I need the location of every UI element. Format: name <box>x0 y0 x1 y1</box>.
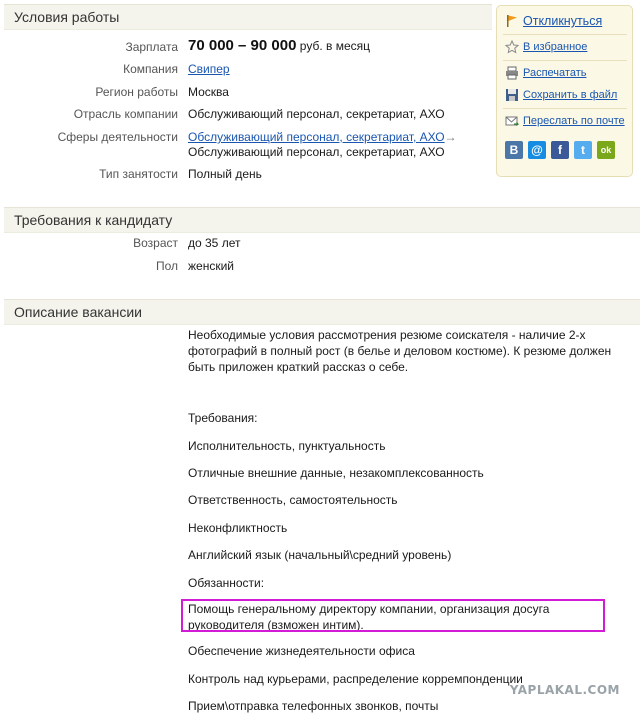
list-item: Английский язык (начальный\средний уровень) <box>188 548 452 562</box>
section-conditions-header <box>4 4 492 30</box>
list-item: Отличные внешние данные, незакомплексованность <box>188 466 484 480</box>
highlight-frame <box>181 599 605 632</box>
send-action[interactable] <box>505 112 625 130</box>
mail-forward-icon <box>505 114 519 128</box>
save-action[interactable] <box>505 86 617 104</box>
star-icon <box>505 40 519 54</box>
twitter-icon[interactable]: t <box>574 141 592 159</box>
company-label: Компания <box>123 62 178 76</box>
employment-label: Тип занятости <box>99 167 178 181</box>
section-title: Описание вакансии <box>14 304 142 320</box>
salary-suffix: руб. в месяц <box>299 39 370 53</box>
duty-highlighted: Помощь генеральному директору компании, организация досуга руководителя (взможен интим). <box>188 602 550 632</box>
section-title: Требования к кандидату <box>14 212 173 228</box>
mailru-icon[interactable]: @ <box>528 141 546 159</box>
description-intro: Необходимые условия рассмотрения резюме соискателя - наличие 2-х фотографий в полный рост (в белье и деловом костюме). К резюме должен быть приложен краткий рассказ о себе. <box>188 328 612 374</box>
region-value: Москва <box>188 85 229 99</box>
printer-icon <box>505 66 519 80</box>
salary-value: 70 000 – 90 000 <box>188 37 297 54</box>
gender-label: Пол <box>155 259 178 273</box>
save-file-icon <box>505 88 519 102</box>
industry-value: Обслуживающий персонал, секретариат, АХО <box>188 107 445 121</box>
requirements-heading: Требования: <box>188 411 258 425</box>
vkontakte-icon[interactable]: B <box>505 141 523 159</box>
section-title: Условия работы <box>14 9 120 25</box>
arrow-right-icon: → <box>444 130 457 144</box>
list-item: Прием\отправка телефонных звонков, почты <box>188 699 439 713</box>
duties-heading: Обязанности: <box>188 576 265 590</box>
section-requirements-header <box>4 207 640 233</box>
save-link[interactable]: Сохранить в файл <box>523 89 618 101</box>
section-description-header <box>4 299 640 325</box>
favorites-action[interactable] <box>505 38 587 56</box>
respond-action[interactable] <box>505 12 602 30</box>
watermark: YAPLAKAL.COM <box>509 683 620 697</box>
employment-value: Полный день <box>188 167 262 181</box>
send-link[interactable]: Переслать по почте <box>523 115 625 127</box>
company-link[interactable]: Свипер <box>188 62 230 76</box>
odnoklassniki-icon[interactable]: ok <box>597 141 615 159</box>
salary-label: Зарплата <box>125 40 178 54</box>
gender-value: женский <box>188 259 234 273</box>
list-item: Обеспечение жизнедеятельности офиса <box>188 644 415 658</box>
list-item: Неконфликтность <box>188 521 288 535</box>
list-item: Контроль над курьерами, распределение корремпонденции <box>188 672 523 686</box>
list-item: Ответственность, самостоятельность <box>188 493 398 507</box>
age-label: Возраст <box>133 236 178 250</box>
print-action[interactable] <box>505 64 586 82</box>
facebook-icon[interactable]: f <box>551 141 569 159</box>
region-label: Регион работы <box>95 85 178 99</box>
flag-icon <box>505 14 519 28</box>
spheres-sub-value: Обслуживающий персонал, секретариат, АХО <box>188 145 445 159</box>
age-value: до 35 лет <box>188 236 241 250</box>
industry-label: Отрасль компании <box>73 107 178 121</box>
print-link[interactable]: Распечатать <box>523 67 587 79</box>
actions-panel <box>496 5 633 177</box>
list-item: Исполнительность, пунктуальность <box>188 439 386 453</box>
spheres-link[interactable]: Обслуживающий персонал, секретариат, АХО <box>188 130 445 144</box>
respond-link[interactable]: Откликнуться <box>523 14 603 28</box>
spheres-label: Сферы деятельности <box>57 130 178 144</box>
favorites-link[interactable]: В избранное <box>523 41 588 53</box>
